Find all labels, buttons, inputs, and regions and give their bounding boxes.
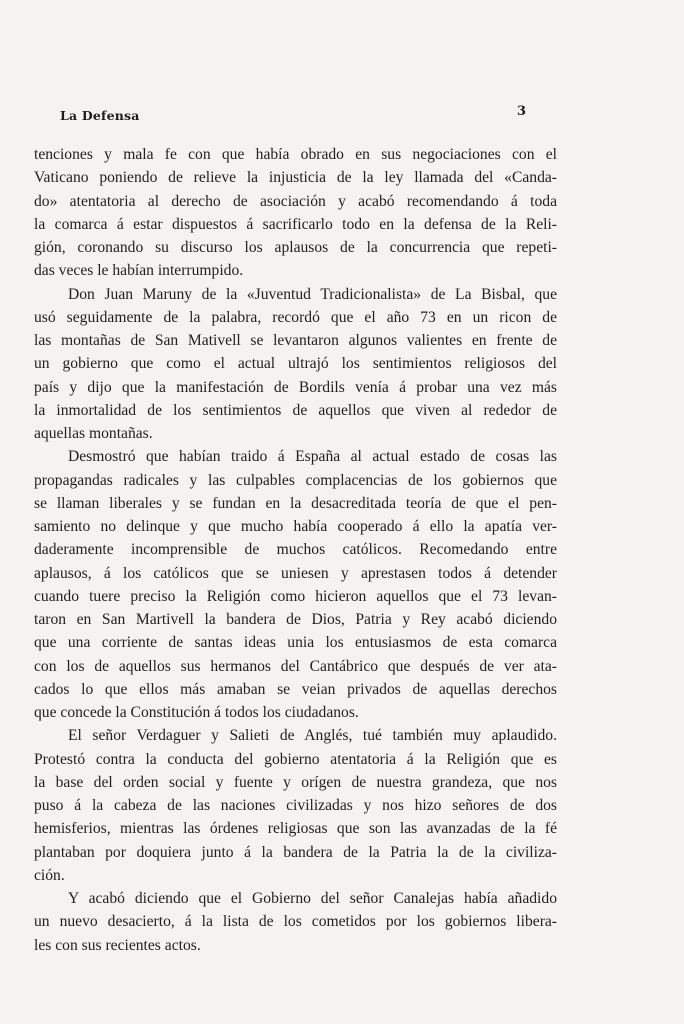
- text-line: tenciones y mala fe con que había obrado en sus negociaciones con el: [34, 146, 557, 163]
- text-line: les con sus recientes actos.: [34, 936, 201, 954]
- text-line: la base del orden social y fuente y orígen de nuestra grandeza, que nos: [34, 773, 557, 791]
- text-line: Don Juan Maruny de la «Juventud Tradicionalista» de La Bisbal, que: [68, 285, 557, 303]
- text-line: aquellas montañas.: [34, 425, 153, 442]
- text-line: la inmortalidad de los sentimientos de aquellos que viven al rededor de: [34, 401, 557, 419]
- text-line: con los de aquellos sus hermanos del Cantábrico que después de ver ata-: [34, 657, 557, 675]
- text-line: que una corriente de santas ideas unia los entusiasmos de esta comarca: [34, 634, 557, 652]
- text-line: propagandas radicales y las culpables complacencias de los gobiernos que: [34, 471, 557, 489]
- paragraph: [34, 724, 557, 887]
- text-line: puso á la cabeza de las naciones civilizadas y nos hizo señores de dos: [34, 797, 557, 814]
- text-line: usó seguidamente de la palabra, recordó que el año 73 en un ricon de: [34, 308, 557, 326]
- text-line: plantaban por doquiera junto á la bandera de la Patria la de la civiliza-: [34, 843, 557, 861]
- text-line: se llaman liberales y se fundan en la desacreditada teoría de que el pen-: [34, 494, 557, 512]
- text-line: cados lo que ellos más amaban se veian privados de aquellas derechos: [34, 680, 557, 698]
- text-line: taron en San Martivell la bandera de Dios, Patria y Rey acabó diciendo: [34, 611, 557, 628]
- text-line: das veces le habían interrumpido.: [34, 262, 244, 280]
- text-line: país y dijo que la manifestación de Bordils venía á probar una vez más: [34, 378, 557, 396]
- paragraph: [34, 887, 557, 957]
- text-line: daderamente incomprensible de muchos católicos. Recomedando entre: [34, 541, 557, 559]
- paragraph: [34, 283, 557, 446]
- text-line: Vaticano poniendo de relieve la injusticia de la ley llamada del «Canda-: [34, 169, 557, 187]
- text-line: ción.: [34, 866, 65, 884]
- text-line: un gobierno que como el actual ultrajó los sentimientos religiosos del: [34, 355, 557, 373]
- running-header-title: La Defensa: [60, 108, 140, 123]
- text-line: la comarca á estar dispuestos á sacrificarlo todo en la defensa de la Reli-: [34, 215, 557, 233]
- text-line: que concede la Constitución á todos los ciudadanos.: [34, 704, 359, 721]
- text-line: las montañas de San Mativell se levantaron algunos valientes en frente de: [34, 332, 557, 349]
- text-line: El señor Verdaguer y Salieti de Anglés, tué también muy aplaudido.: [68, 727, 557, 745]
- text-line: gión, coronando su discurso los aplausos de la concurrencia que repeti-: [34, 239, 557, 256]
- text-line: samiento no delinque y que mucho había cooperado á ello la apatía ver-: [34, 518, 557, 535]
- text-line: do» atentatoria al derecho de asociación y acabó recomendando á toda: [34, 192, 557, 210]
- text-line: hemisferios, mientras las órdenes religiosas que son las avanzadas de la fé: [34, 820, 557, 838]
- article-body: [34, 143, 557, 957]
- paragraph: [34, 143, 557, 283]
- text-line: Protestó contra la conducta del gobierno atentatoria á la Religión que es: [34, 750, 557, 768]
- text-line: Desmostró que habían traido á España al actual estado de cosas las: [68, 448, 557, 466]
- text-line: aplausos, á los católicos que se uniesen y aprestasen todos á detender: [34, 564, 557, 582]
- text-line: cuando tuere preciso la Religión como hicieron aquellos que el 73 levan-: [34, 587, 557, 605]
- text-line: un nuevo desacierto, á la lista de los cometidos por los gobiernos libera-: [34, 913, 557, 931]
- text-line: Y acabó diciendo que el Gobierno del señor Canalejas había añadido: [68, 890, 557, 907]
- page-number: 3: [517, 104, 527, 119]
- paragraph: [34, 445, 557, 724]
